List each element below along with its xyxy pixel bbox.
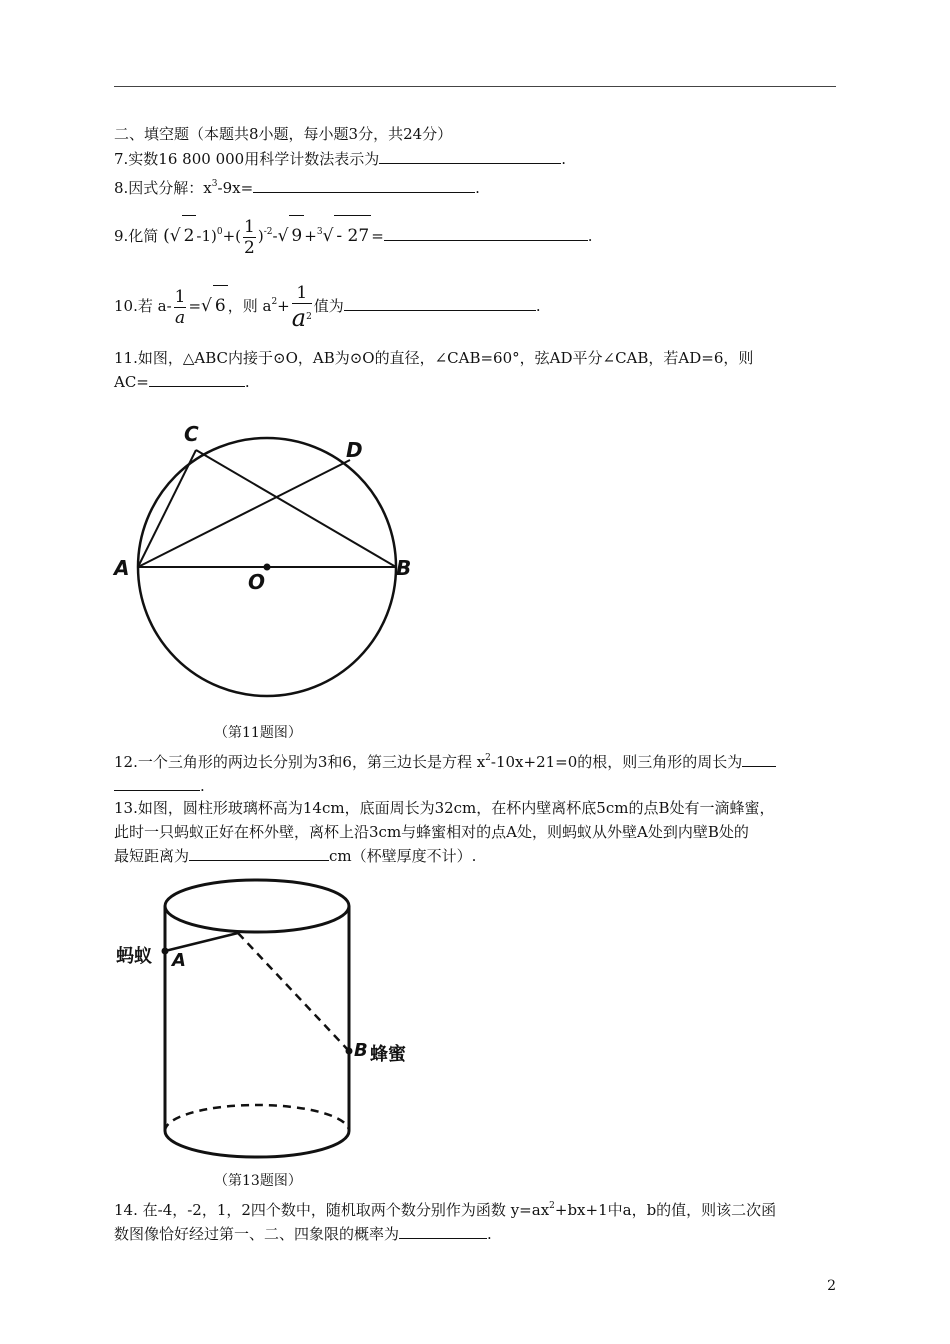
frac-den: a — [174, 307, 186, 328]
question-13-suffix: cm（杯壁厚度不计）. — [329, 847, 477, 865]
point-b-dot — [346, 1048, 353, 1055]
fraction-one-over-a-squared — [292, 283, 312, 331]
question-7 — [114, 148, 566, 169]
plus: + — [304, 227, 317, 245]
period: . — [561, 150, 566, 168]
answer-blank-12b[interactable] — [114, 775, 200, 791]
figure-13-caption: （第13题图） — [214, 1173, 302, 1189]
point-label-b: B — [354, 1040, 368, 1061]
answer-blank-7[interactable] — [379, 148, 561, 164]
question-13-prefix: 最短距离为 — [114, 847, 190, 865]
frac-den-letter: a — [291, 304, 307, 332]
question-10-suffix: 值为 — [313, 297, 344, 315]
question-12-line2 — [114, 774, 836, 798]
chord-cb — [196, 450, 396, 567]
point-label-a: A — [172, 950, 186, 971]
frac-num: 1 — [292, 283, 312, 304]
question-13 — [114, 796, 836, 868]
chord-ad — [138, 460, 350, 567]
question-13-line1: 13.如图，圆柱形玻璃杯高为14cm，底面周长为32cm，在杯内壁离杯底5cm的点B处有一滴蜂蜜， — [114, 799, 775, 817]
header-rule — [114, 86, 836, 87]
question-12-text-rest: -10x+21=0的根，则三角形的周长为 — [490, 753, 743, 771]
minus-one: -1) — [196, 227, 217, 245]
cuberoot-icon: √ — [322, 226, 334, 246]
equals: = — [371, 227, 384, 245]
sqrt-icon: √ — [201, 296, 212, 316]
question-10 — [114, 282, 541, 336]
cylinder-top — [165, 880, 349, 932]
period: . — [200, 777, 205, 795]
question-14-prefix: 数图像恰好经过第一、二、四象限的概率为 — [114, 1225, 400, 1243]
honey-label: 蜂蜜 — [370, 1044, 406, 1065]
paren-close: ) — [257, 227, 264, 245]
figure-13-cylinder — [150, 876, 370, 1166]
question-9-prefix: 9.化简 — [114, 227, 159, 245]
period: . — [244, 373, 250, 391]
sqrt-nine: 9 — [289, 215, 304, 256]
fraction-one-over-a — [174, 287, 187, 328]
cuberoot-index: 3 — [316, 227, 323, 237]
sqrt-icon: √ — [277, 226, 289, 246]
point-label-o: O — [248, 570, 266, 594]
question-12-text: 12.一个三角形的两边长分别为3和6，第三边长是方程 x — [114, 753, 486, 771]
exponent: 2 — [271, 297, 278, 307]
question-10-middle: ，则 a — [227, 297, 272, 315]
question-8-suffix: -9x= — [217, 179, 254, 197]
paren: ( — [163, 226, 170, 246]
period: . — [535, 297, 541, 315]
frac-den — [292, 304, 312, 331]
question-14-line1 — [114, 1194, 836, 1222]
answer-blank-13[interactable] — [189, 845, 329, 861]
path-a-to-rim — [165, 933, 238, 951]
figure-11-caption: （第11题图） — [214, 725, 302, 741]
sqrt-icon: √ — [169, 226, 181, 246]
point-a-dot — [162, 948, 169, 955]
question-7-text: 7.实数16 800 000用科学计数法表示为 — [114, 150, 380, 168]
sqrt-six: 6 — [213, 285, 228, 326]
answer-blank-12a[interactable] — [742, 751, 776, 767]
minus: - — [272, 227, 278, 245]
question-8 — [114, 174, 480, 198]
period: . — [475, 179, 480, 197]
figure-11-circle — [110, 420, 430, 710]
period: . — [587, 227, 593, 245]
sqrt-arg: 2 — [182, 215, 197, 256]
answer-blank-10[interactable] — [344, 295, 536, 311]
frac-num: 1 — [244, 216, 255, 237]
fraction-half — [243, 217, 256, 258]
cuberoot-arg: - 27 — [334, 215, 371, 256]
question-11-line2 — [114, 370, 836, 394]
point-label-b: B — [396, 556, 412, 580]
exponent: 2 — [549, 1201, 555, 1211]
page-number: 2 — [827, 1278, 836, 1294]
point-label-a: A — [114, 556, 130, 580]
question-8-prefix: 8.因式分解：x — [114, 179, 212, 197]
exponent: 2 — [485, 753, 491, 763]
question-13-line2: 此时一只蚂蚁正好在杯外壁，离杯上沿3cm与蜂蜜相对的点A处，则蚂蚁从外壁A处到内壁B处的 — [114, 823, 749, 841]
cylinder-bottom-back — [165, 1105, 349, 1131]
exponent: 3 — [211, 179, 218, 189]
path-rim-to-b — [238, 933, 349, 1051]
period: . — [487, 1225, 492, 1243]
question-11-prefix: AC= — [114, 373, 149, 391]
equals: = — [188, 297, 202, 315]
frac-den: 2 — [244, 237, 255, 258]
answer-blank-11[interactable] — [149, 371, 245, 387]
question-10-prefix: 10.若 a- — [114, 297, 172, 315]
exponent-neg2: -2 — [263, 227, 273, 237]
point-label-d: D — [346, 438, 363, 462]
answer-blank-8[interactable] — [253, 177, 475, 193]
point-label-c: C — [184, 422, 199, 446]
question-14 — [114, 1194, 836, 1246]
answer-blank-9[interactable] — [384, 225, 588, 241]
question-12 — [114, 746, 836, 798]
question-13-line3 — [114, 844, 836, 868]
answer-blank-14[interactable] — [399, 1223, 487, 1239]
exponent-zero: 0 — [216, 227, 223, 237]
question-14-line2 — [114, 1222, 836, 1246]
cylinder-bottom-front — [165, 1131, 349, 1157]
question-14-text: 14. 在-4，-2，1，2四个数中，随机取两个数分别作为函数 y=ax — [114, 1201, 550, 1219]
question-9 — [114, 212, 593, 256]
question-11 — [114, 346, 836, 394]
ant-label: 蚂蚁 — [116, 946, 152, 967]
plus: +( — [222, 227, 242, 245]
chord-ac — [138, 450, 196, 567]
section-title: 二、填空题（本题共8小题，每小题3分，共24分） — [114, 125, 453, 143]
plus: + — [277, 297, 290, 315]
frac-num: 1 — [174, 286, 186, 307]
question-12-line1 — [114, 746, 836, 774]
question-11-line1: 11.如图，△ABC内接于⊙O，AB为⊙O的直径，∠CAB=60°，弦AD平分∠CAB，若AD=6，则 — [114, 349, 754, 367]
question-14-text-rest: +bx+1中a，b的值，则该二次函 — [554, 1201, 777, 1219]
exponent: 2 — [306, 312, 312, 322]
